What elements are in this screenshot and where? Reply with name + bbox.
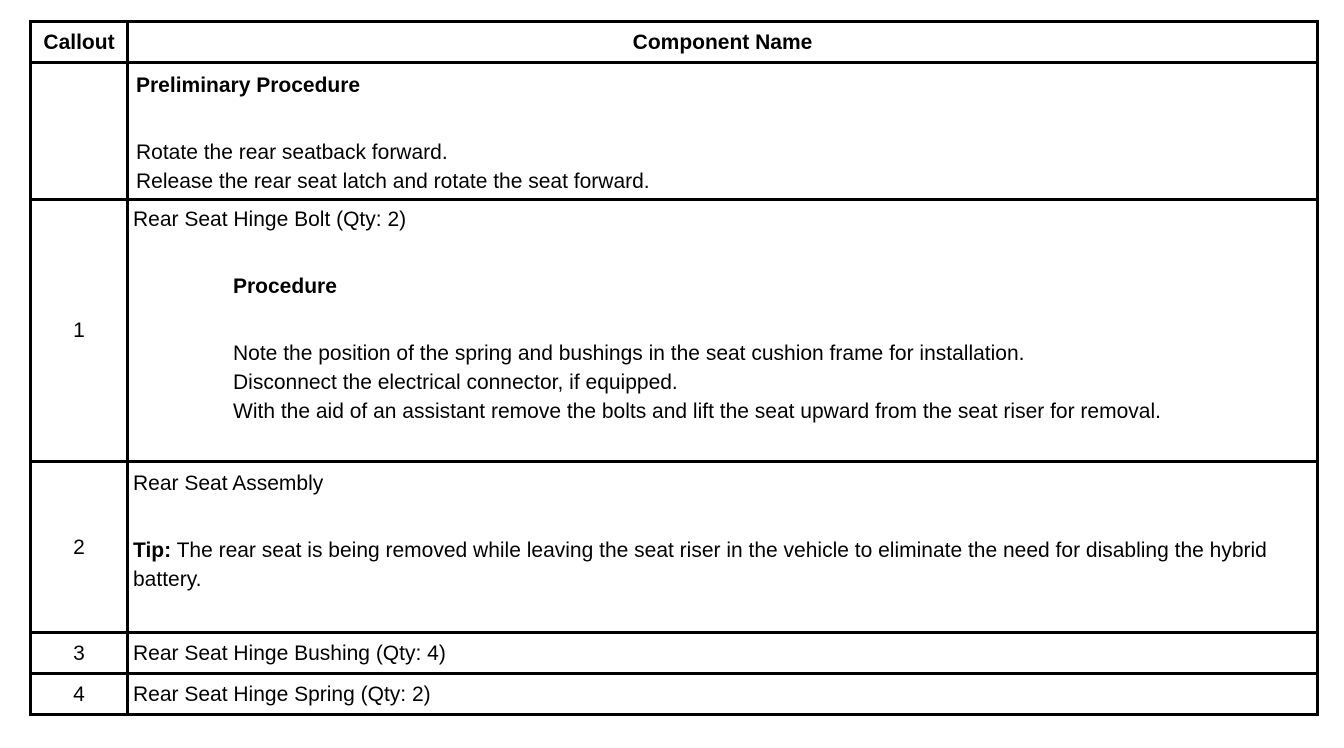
table-row [31,462,1318,633]
header-row [31,22,1318,63]
component-name: Rear Seat Hinge Bolt (Qty: 2) [133,208,407,231]
preliminary-cell [128,63,1318,200]
callout-number: 4 [31,674,128,715]
table-row [31,633,1318,674]
component-cell [128,633,1318,674]
component-name: Rear Seat Hinge Bushing (Qty: 4) [133,641,446,665]
procedure-heading: Procedure [233,275,337,298]
component-cell [128,462,1318,633]
callout-header: Callout [31,22,128,63]
tip-label: Tip: [133,539,172,562]
callout-number: 3 [31,633,128,674]
procedure-step: Note the position of the spring and bushings in the seat cushion frame for installation. [233,342,1025,365]
table-row [31,200,1318,462]
component-name: Rear Seat Hinge Spring (Qty: 2) [133,682,431,706]
component-name-header: Component Name [128,22,1318,63]
tip-note [133,536,1283,594]
preliminary-row [31,63,1318,200]
component-name: Rear Seat Assembly [133,472,324,495]
preliminary-step: Release the rear seat latch and rotate the seat forward. [136,170,650,193]
callout-number: 2 [31,462,128,633]
procedure-step: Disconnect the electrical connector, if equipped. [233,371,678,394]
component-cell [128,200,1318,462]
component-cell [128,674,1318,715]
preliminary-heading: Preliminary Procedure [136,74,361,97]
tip-text: The rear seat is being removed while leaving the seat riser in the vehicle to eliminate the need for disabling the hybrid battery. [133,539,1267,591]
preliminary-callout-cell [31,63,128,200]
preliminary-step: Rotate the rear seatback forward. [136,141,448,164]
procedure-table [29,20,1319,716]
procedure-step: With the aid of an assistant remove the bolts and lift the seat upward from the seat riser for removal. [233,400,1161,423]
callout-number: 1 [31,200,128,462]
table-row [31,674,1318,715]
